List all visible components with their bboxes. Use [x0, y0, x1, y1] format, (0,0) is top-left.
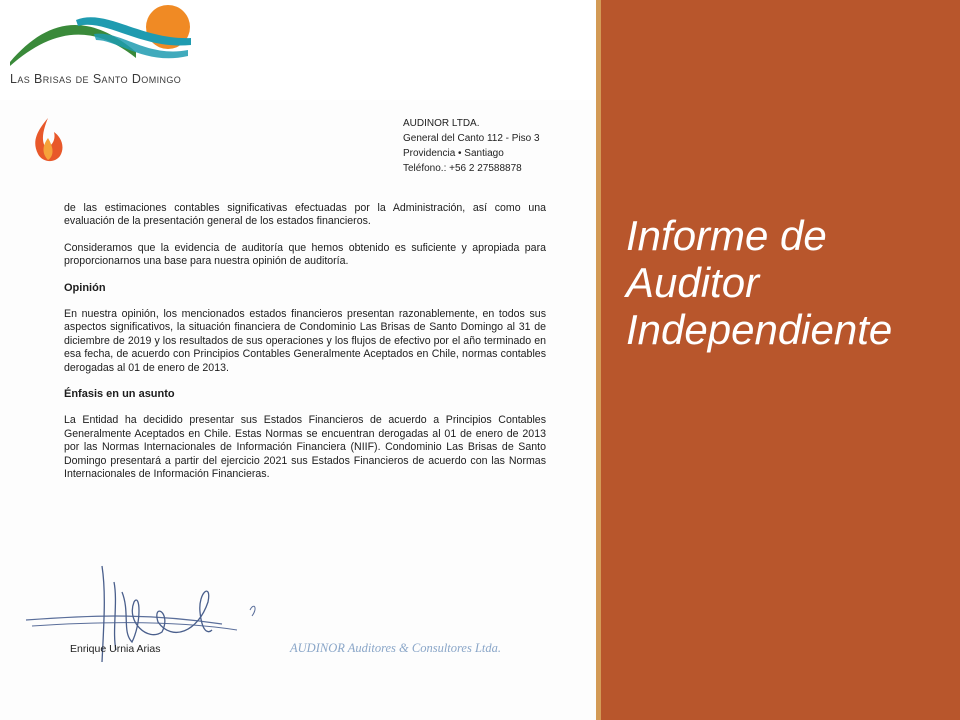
letter-paragraph: de las estimaciones contables significativas efectuadas por la Administración, así como una evaluación de la presentación general de los estados financieros. [64, 202, 546, 228]
flame-icon [30, 116, 66, 168]
signature-icon [22, 562, 262, 682]
signer-name: Enrique Urnia Arias [70, 643, 161, 655]
letter-paragraph: En nuestra opinión, los mencionados estados financieros presentan razonablemente, en todos sus aspectos significativos, la situación financiera de Condominio Las Brisas de Santo Domingo al 31 de diciembre de 2019 y los resultados de sus operaciones y los flujos de efectivo por el año terminado en esa fecha, de acuerdo con Principios Contables Generalmente Aceptados en Chile, normas contables derogadas al 01 de enero de 2013. [64, 308, 546, 374]
brand-logo [6, 0, 206, 92]
letterhead [403, 116, 540, 176]
letterhead-company: AUDINOR LTDA. [403, 118, 480, 129]
letterhead-address: General del Canto 112 - Piso 3 [403, 133, 540, 144]
letterhead-phone: Teléfono.: +56 2 27588878 [403, 163, 522, 174]
letter-paragraph: Consideramos que la evidencia de auditoría que hemos obtenido es suficiente y apropiada para proporcionarnos una base para nuestra opinión de auditoría. [64, 241, 546, 268]
title-panel [596, 0, 960, 720]
section-heading-emphasis: Énfasis en un asunto [64, 388, 175, 401]
audit-letter-scan [0, 100, 596, 720]
letter-paragraph: La Entidad ha decidido presentar sus Estados Financieros de acuerdo a Principios Contables Generalmente Aceptados en Chile. Estas Normas se encuentran derogadas al 01 de enero de 2013 por las Normas Internacionales de Información Financiera (NIIF). Condominio Las Brisas de Santo Domingo presentará a partir del ejercicio 2021 sus Estados Financieros de acuerdo con las Normas Internacionales de Información Financieras. [64, 414, 546, 481]
logo-text: Las Brisas de Santo Domingo [10, 72, 182, 86]
slide-title: Informe de Auditor Independiente [626, 212, 893, 353]
company-stamp: AUDINOR Auditores & Consultores Ltda. [290, 641, 502, 655]
letter-body [64, 202, 546, 495]
panel-edge [596, 0, 601, 720]
letterhead-city: Providencia • Santiago [403, 148, 504, 159]
logo-graphic [6, 0, 206, 76]
section-heading-opinion: Opinión [64, 281, 106, 294]
